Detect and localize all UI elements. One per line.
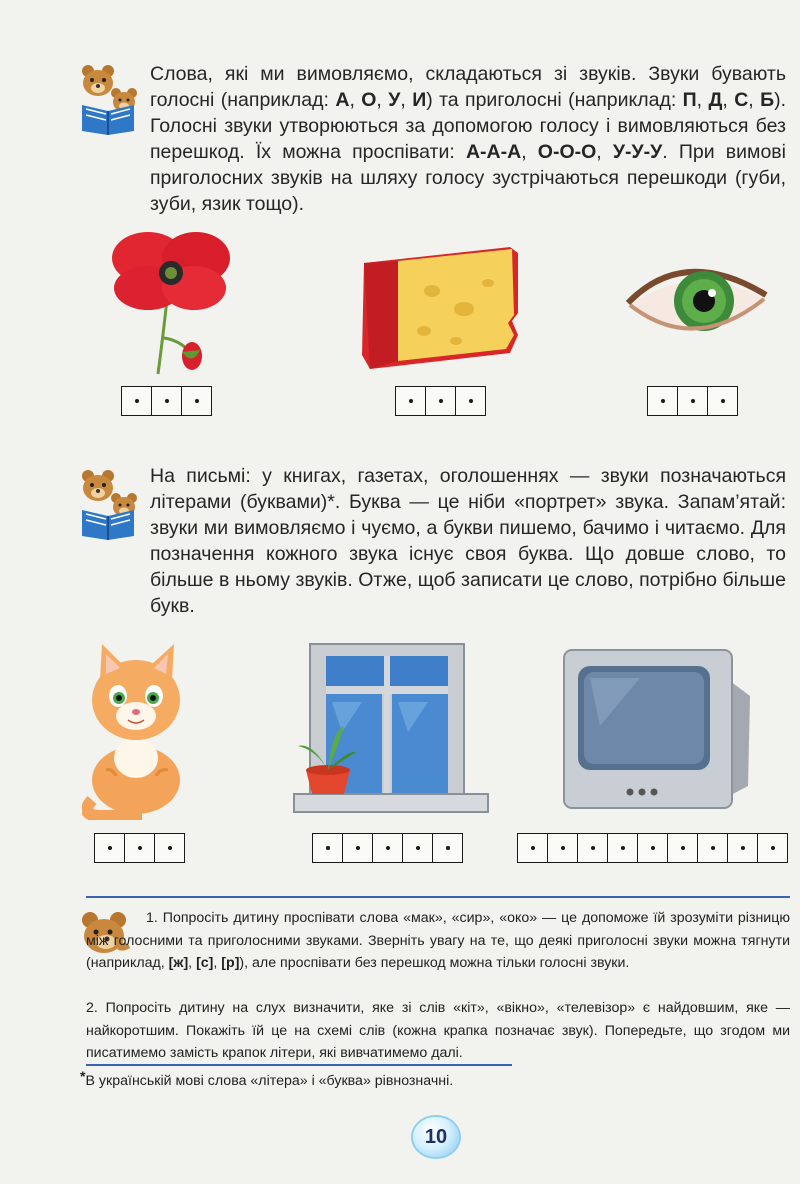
sound-dot-box xyxy=(425,386,456,416)
sound-dot-box xyxy=(517,833,548,863)
footnote xyxy=(80,1069,454,1089)
footnote-text: В українській мові слова «літера» і «буква» рівнозначні. xyxy=(85,1073,454,1089)
letters-paragraph xyxy=(150,463,786,619)
parents-note-item-2 xyxy=(86,997,790,1065)
sound-scheme-kitten xyxy=(94,833,185,863)
sound-dot-box xyxy=(432,833,463,863)
parents-note-1-text: 1. Попросіть дитину проспівати слова «мак», «сир», «око» — це допоможе їй зрозуміти різницю між голосними та приголосними звуками. Зверніть увагу на те, що деякі приголосні звуки можна тягнути (наприклад, [ж], [с], [р]), але проспівати без перешкод можна тільки голосні звуки. xyxy=(86,910,790,971)
page-number-text: 10 xyxy=(424,1125,448,1148)
intro-text: Слова, які ми вимовляємо, складаються зі звуків. Звуки бувають голосні (наприклад: А, О, У, И) та приголосні (наприклад: П, Д, С, Б). Голосні звуки утворюються за допомогою голосу і вимовляються без перешкод. Їх можна проспівати: А-А-А, О-О-О, У-У-У. При вимові приголосних звуків на шляху голосу зустрічаються перешкоди (губи, зуби, язик тощо). xyxy=(150,63,787,215)
sound-dot-box xyxy=(677,386,708,416)
intro-paragraph xyxy=(150,61,786,217)
section-divider xyxy=(86,896,790,898)
sound-dot-box xyxy=(151,386,182,416)
poppy-flower-image xyxy=(108,228,233,376)
sound-dot-box xyxy=(124,833,155,863)
bear-reading-icon xyxy=(78,63,144,135)
sound-dot-box xyxy=(395,386,426,416)
sound-scheme-poppy xyxy=(121,386,212,416)
footnote-divider xyxy=(86,1064,512,1066)
sound-dot-box xyxy=(577,833,608,863)
sound-dot-box xyxy=(757,833,788,863)
sound-scheme-television xyxy=(517,833,788,863)
sound-dot-box xyxy=(94,833,125,863)
sound-dot-box xyxy=(342,833,373,863)
sound-dot-box xyxy=(727,833,758,863)
sound-dot-box xyxy=(647,386,678,416)
letters-text: На письмі: у книгах, газетах, оголошеннях — звуки позначаються літерами (буквами)*. Буква — це ніби «портрет» звука. Запам’ятай: звуки ми вимовляємо і чуємо, а букви пишемо, бачимо і читаємо. Для позначення кожного звука існує своя буква. Що довше слово, то більше в ньому звуків. Отже, щоб записати це слово, потрібно більше букв. xyxy=(150,465,786,617)
sound-dot-box xyxy=(154,833,185,863)
kitten-image xyxy=(82,640,190,820)
footnote-marker: * xyxy=(80,1069,86,1085)
sound-dot-box xyxy=(607,833,638,863)
sound-scheme-window xyxy=(312,833,463,863)
sound-dot-box xyxy=(697,833,728,863)
sound-dot-box xyxy=(547,833,578,863)
bear-reading-icon xyxy=(78,468,144,540)
cheese-wedge-image xyxy=(360,243,522,371)
sound-scheme-cheese xyxy=(395,386,486,416)
page-number xyxy=(413,1117,459,1157)
sound-scheme-eye xyxy=(647,386,738,416)
sound-dot-box xyxy=(372,833,403,863)
parents-note-item-1 xyxy=(86,907,790,975)
sound-dot-box xyxy=(637,833,668,863)
sound-dot-box xyxy=(402,833,433,863)
sound-dot-box xyxy=(707,386,738,416)
sound-dot-box xyxy=(667,833,698,863)
green-eye-image xyxy=(624,255,770,351)
sound-dot-box xyxy=(455,386,486,416)
parents-note-2-text: 2. Попросіть дитину на слух визначити, яке зі слів «кіт», «вікно», «телевізор» є найдовшим, яке — найкоротшим. Покажіть їй це на схемі слів (кожна крапка позначає звук). Попередьте, що згодом ми писатимемо замість крапок літери, які вивчатимемо далі. xyxy=(86,1000,790,1061)
window-with-plant-image xyxy=(292,642,490,820)
sound-dot-box xyxy=(121,386,152,416)
television-image xyxy=(560,646,756,812)
sound-dot-box xyxy=(181,386,212,416)
sound-dot-box xyxy=(312,833,343,863)
